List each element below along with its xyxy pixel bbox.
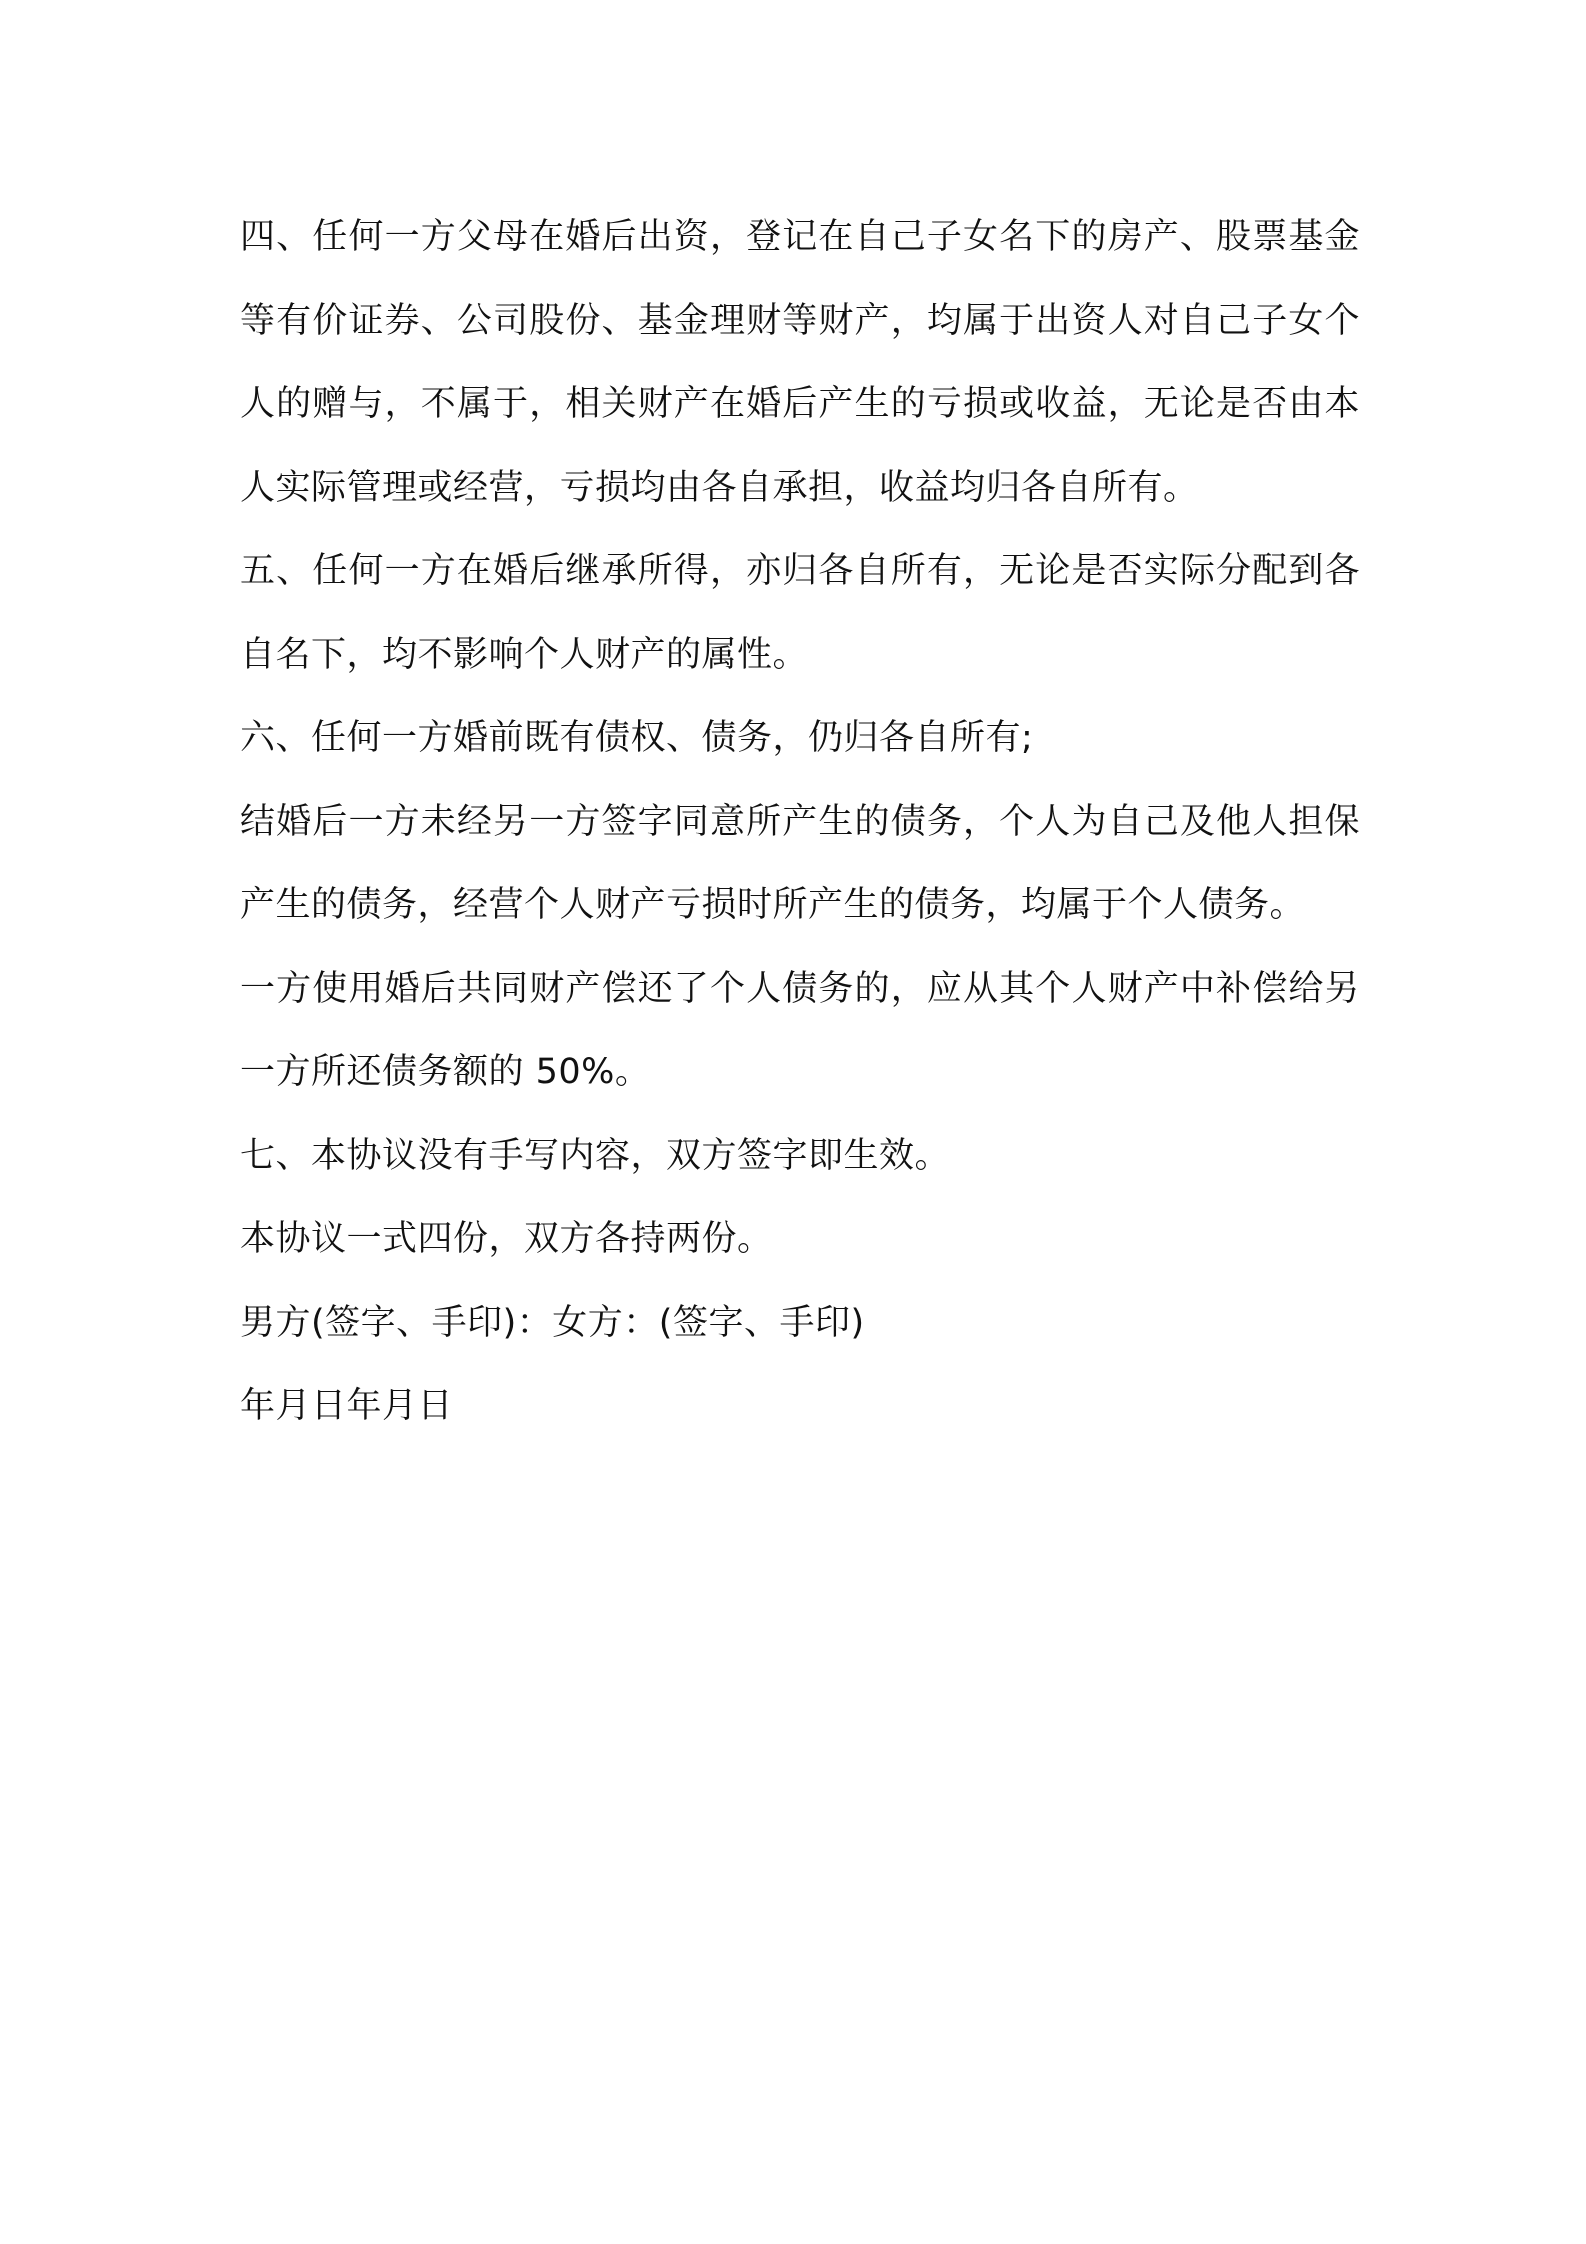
debt-after-marriage-paragraph: 结婚后一方未经另一方签字同意所产生的债务，个人为自己及他人担保产生的债务，经营个人财产亏损时所产生的债务，均属于个人债务。 — [240, 801, 1360, 925]
clause-six-paragraph: 六、任何一方婚前既有债权、债务，仍归各自所有; — [240, 718, 1034, 758]
clause-five-paragraph: 五、任何一方在婚后继承所得，亦归各自所有，无论是否实际分配到各自名下，均不影响个人财产的属性。 — [240, 551, 1360, 675]
signature-line: 男方(签字、手印)：女方：(签字、手印) — [240, 1302, 865, 1343]
clause-seven-paragraph: 七、本协议没有手写内容，双方签字即生效。 — [240, 1135, 951, 1176]
date-line: 年月日年月日 — [240, 1386, 454, 1426]
debt-repayment-paragraph: 一方使用婚后共同财产偿还了个人债务的，应从其个人财产中补偿给另一方所还债务额的 50%。 — [240, 968, 1360, 1092]
document-body — [240, 196, 1360, 1449]
copies-paragraph: 本协议一式四份，双方各持两份。 — [240, 1219, 773, 1259]
clause-four-paragraph: 四、任何一方父母在婚后出资，登记在自己子女名下的房产、股票基金等有价证券、公司股份、基金理财等财产，均属于出资人对自己子女个人的赠与，不属于，相关财产在婚后产生的亏损或收益，无论是否由本人实际管理或经营，亏损均由各自承担，收益均归各自所有。 — [240, 217, 1360, 508]
